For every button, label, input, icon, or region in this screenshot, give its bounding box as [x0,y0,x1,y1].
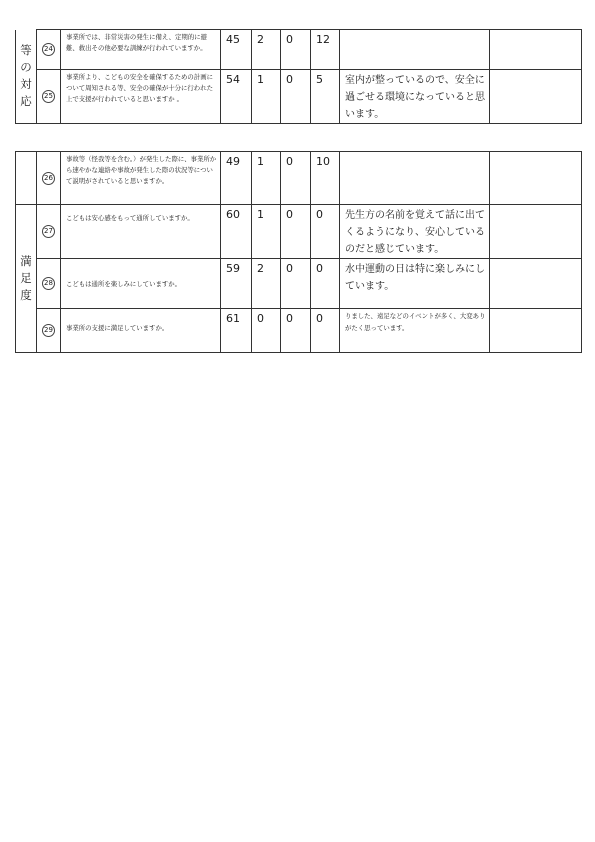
table-row [16,205,582,259]
question-number [37,70,61,124]
question-text: 事業所の支援に満足していますか。 [61,309,221,353]
category-char: の [20,60,32,75]
table-row [16,259,582,309]
comment-cell: 水中運動の日は特に楽しみにしています。 [340,259,490,309]
category-char: 等 [20,43,32,58]
comment-cell: 先生方の名前を覚えて話に出てくるようになり、安心しているのだと感じています。 [340,205,490,259]
count-no: 0 [281,259,311,309]
question-text: 事業所より、こどもの安全を確保するための計画について周知される等、安全の確保が十分に行われた上で支援が行われていると思いますか 。 [61,70,221,124]
response-cell [490,205,582,259]
table-row [16,70,582,124]
question-number [37,259,61,309]
count-partly: 1 [252,152,281,205]
response-cell [490,152,582,205]
response-cell [490,70,582,124]
category-empty [16,152,37,205]
count-unknown: 0 [311,309,340,353]
response-cell [490,30,582,70]
category-label [16,30,37,124]
comment-cell: りました、遠足などのイベントが多く、大変ありがたく思っています。 [340,309,490,353]
circled-number: 24 [42,43,55,56]
count-no: 0 [281,309,311,353]
circled-number: 27 [42,225,55,238]
count-no: 0 [281,205,311,259]
comment-cell [340,152,490,205]
category-char: 足 [20,271,32,285]
circled-number: 26 [42,172,55,185]
question-number [37,205,61,259]
count-unknown: 0 [311,259,340,309]
table-row [16,152,582,205]
count-yes: 60 [221,205,252,259]
count-partly: 1 [252,70,281,124]
survey-table-top [15,29,582,124]
count-unknown: 12 [311,30,340,70]
circled-number: 25 [42,90,55,103]
count-partly: 0 [252,309,281,353]
count-yes: 59 [221,259,252,309]
count-partly: 2 [252,259,281,309]
question-number [37,30,61,70]
comment-cell: 室内が整っているので、安全に過ごせる環境になっていると思います。 [340,70,490,124]
count-partly: 2 [252,30,281,70]
category-char: 対 [20,77,32,92]
count-no: 0 [281,30,311,70]
category-char: 応 [20,94,32,109]
question-text: こどもは通所を楽しみにしていますか。 [61,259,221,309]
circled-number: 28 [42,277,55,290]
count-no: 0 [281,152,311,205]
count-unknown: 5 [311,70,340,124]
category-char: 度 [20,288,32,302]
question-text: 事故等（怪我等を含む。）が発生した際に、事業所から速やかな連絡や事故が発生した際の状況等について説明がされていると思いますか。 [61,152,221,205]
count-yes: 49 [221,152,252,205]
count-no: 0 [281,70,311,124]
count-yes: 54 [221,70,252,124]
question-text: 事業所では、非常災害の発生に備え、定期的に避難、救出その他必要な訓練が行われていますか。 [61,30,221,70]
count-unknown: 0 [311,205,340,259]
count-yes: 61 [221,309,252,353]
category-label [16,205,37,353]
circled-number: 29 [42,324,55,337]
survey-table-bottom [15,151,582,353]
category-char: 満 [20,254,32,268]
count-yes: 45 [221,30,252,70]
response-cell [490,259,582,309]
question-number [37,309,61,353]
count-partly: 1 [252,205,281,259]
table-row [16,309,582,353]
response-cell [490,309,582,353]
count-unknown: 10 [311,152,340,205]
question-number [37,152,61,205]
question-text: こどもは安心感をもって通所していますか。 [61,205,221,259]
table-row [16,30,582,70]
comment-cell [340,30,490,70]
